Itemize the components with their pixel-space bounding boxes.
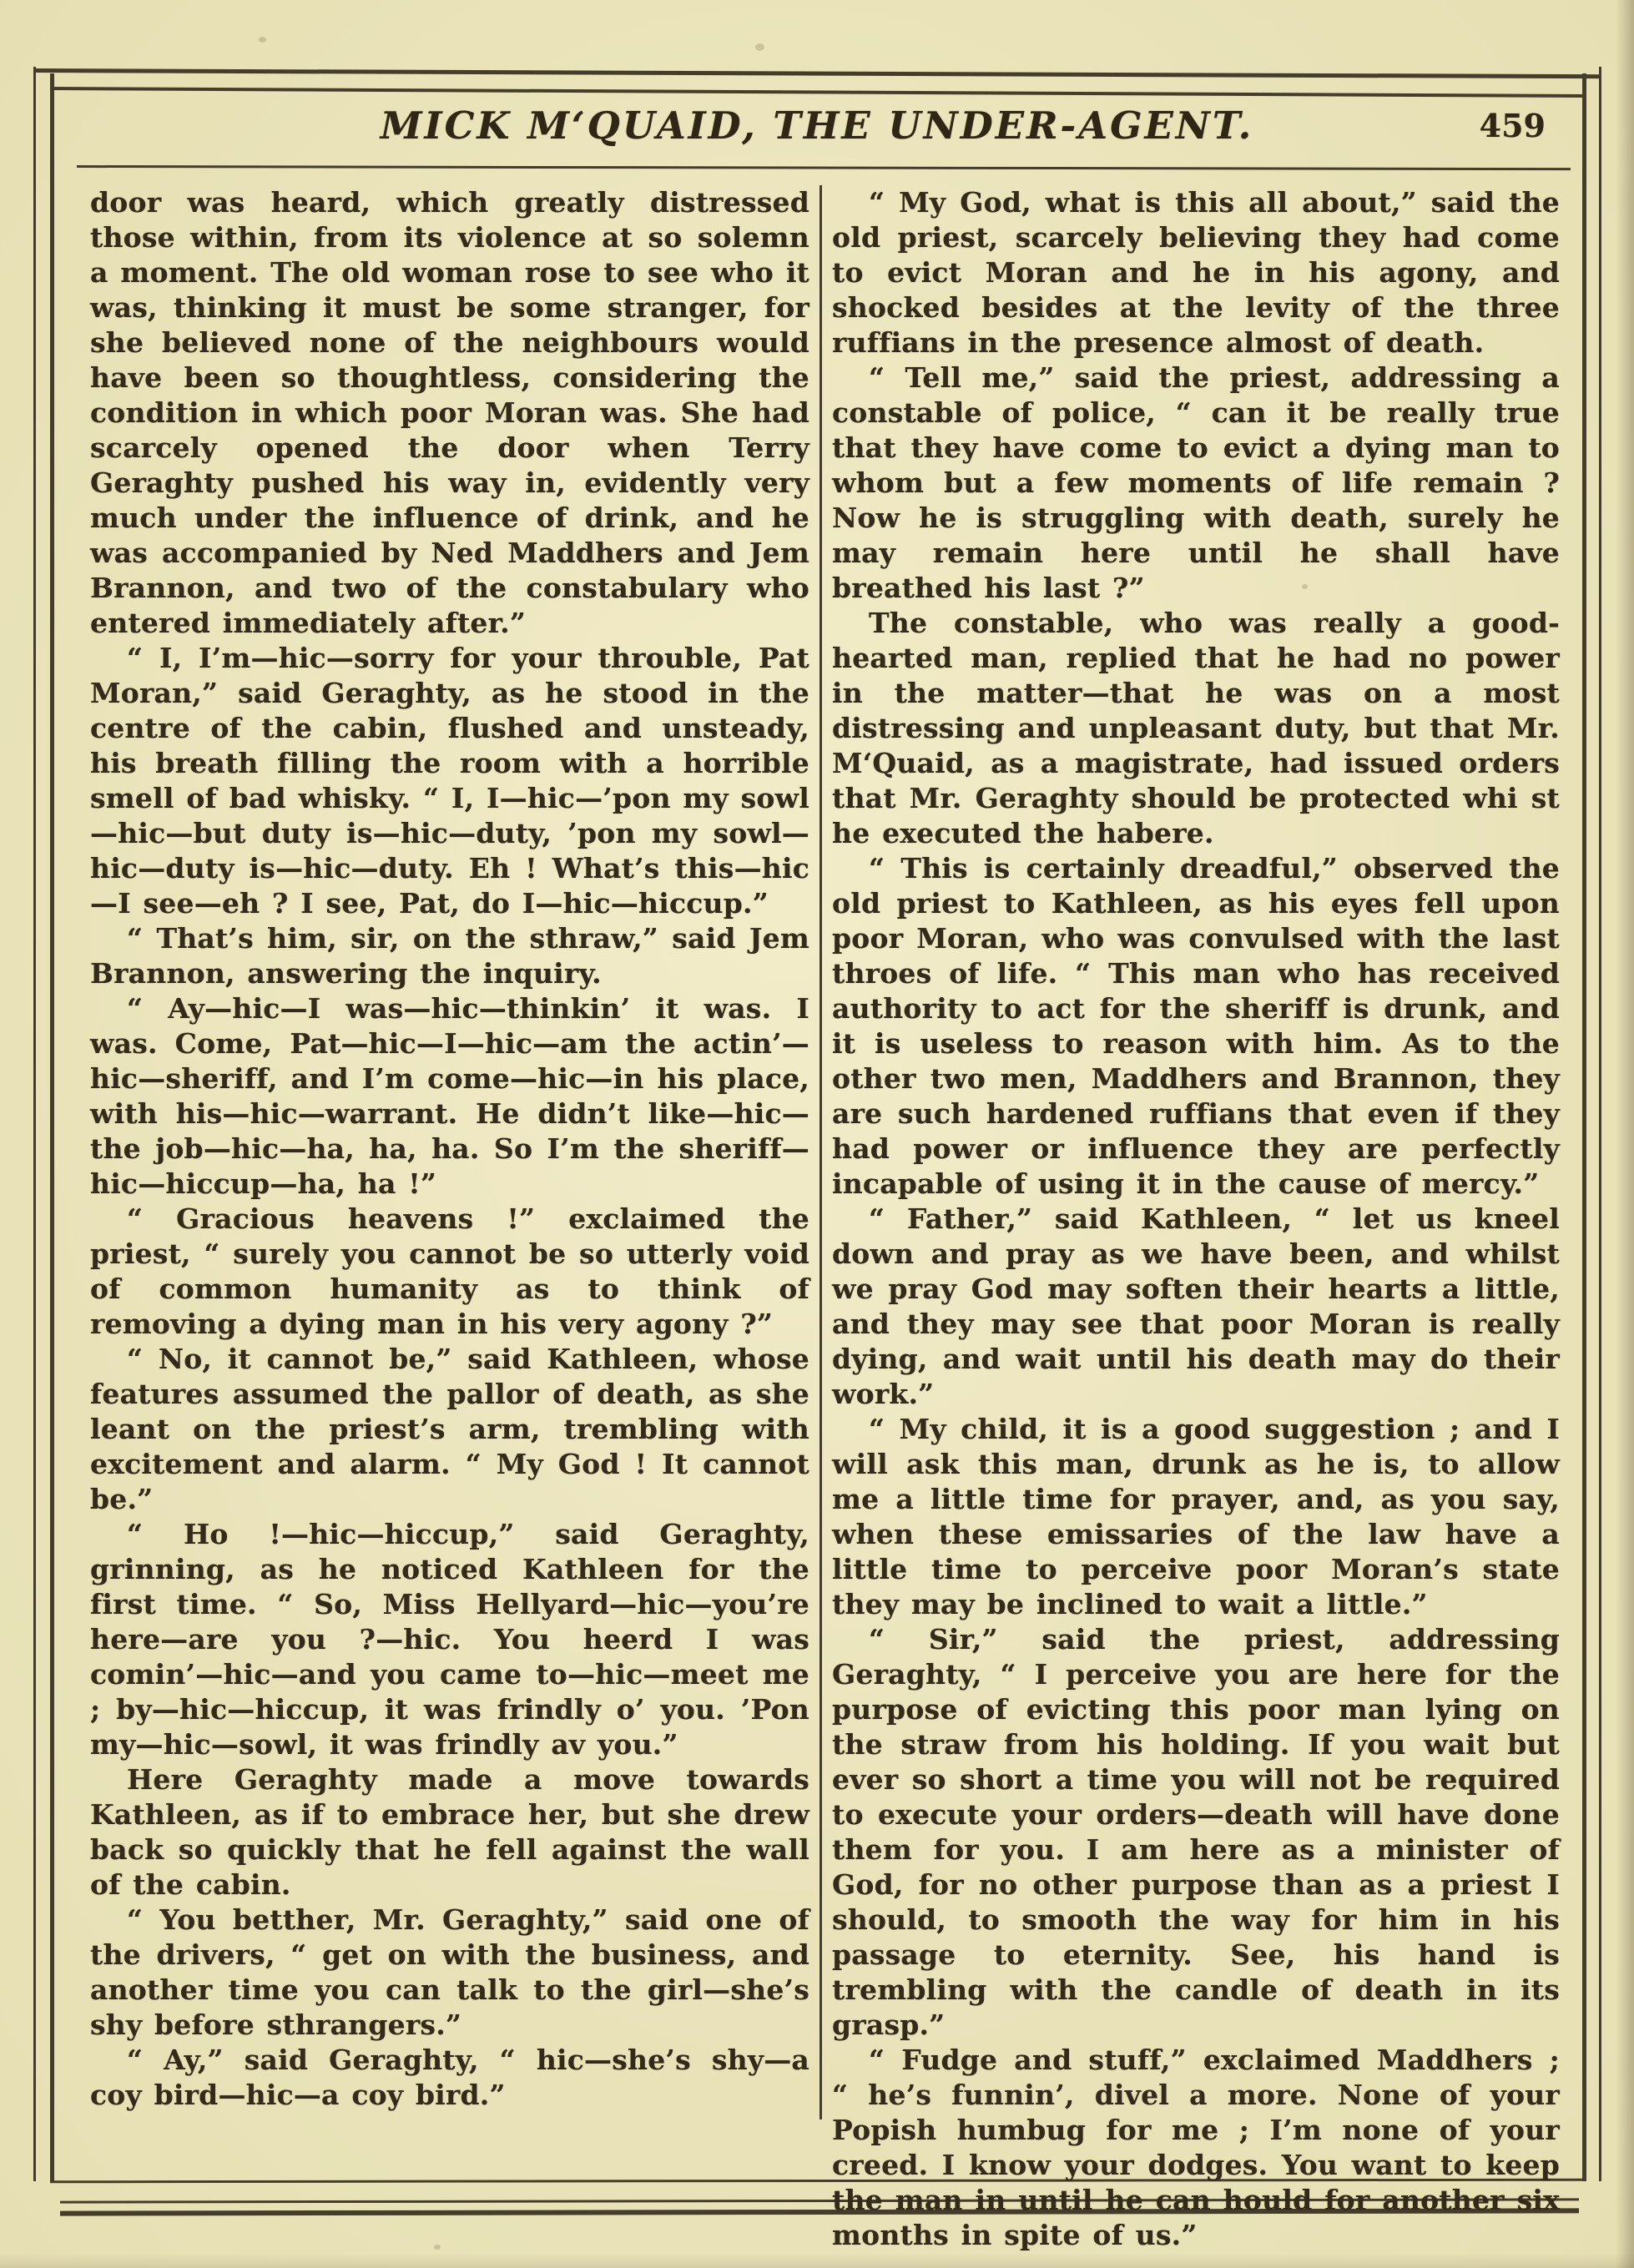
paragraph: “ I, I’m—hic—sorry for your throuble, Pat Moran,” said Geraghty, as he stood in the centre of the cabin, flushed and unsteady, his breath filling the room with a horrible smell of bad whisky. “ I, I—hic—’pon my sowl—hic—but duty is—hic—duty, ’pon my sowl—hic—duty is—hic—duty. Eh ! What’s this—hic—I see—eh ? I see, Pat, do I—hic—hiccup.”: [90, 642, 809, 920]
frame-left-inner-rule: [50, 73, 54, 2181]
paragraph: “ Tell me,” said the priest, addressing a constable of police, “ can it be really true that they have come to evict a dying man to whom but a few moments of life remain ? Now he is struggling with death, surely he may remain here until he shall have breathed his last ?”: [832, 361, 1560, 604]
frame-right-inner-rule: [1582, 73, 1586, 2181]
paragraph: “ Ay,” said Geraghty, “ hic—she’s shy—a coy bird—hic—a coy bird.”: [90, 2044, 809, 2111]
paragraph: “ Father,” said Kathleen, “ let us kneel down and pray as we have been, and whilst we pray God may soften their hearts a little, and they may see that poor Moran is really dying, and wait until his death may do their work.”: [832, 1202, 1560, 1410]
paragraph: “ Ay—hic—I was—hic—thinkin’ it was. I was. Come, Pat—hic—I—hic—am the actin’—hic—sheriff, and I’m come—hic—in his place, with his—hic—warrant. He didn’t like—hic—the job—hic—ha, ha, ha. So I’m the sheriff—hic—hiccup—ha, ha !”: [90, 992, 809, 1200]
text-column-right: [832, 185, 1560, 2253]
page-number: 459: [1479, 107, 1546, 144]
paragraph: “ My God, what is this all about,” said the old priest, scarcely believing they had come to evict Moran and he in his agony, and shocked besides at the levity of the three ruffians in the presence almost of death.: [832, 186, 1560, 359]
page-edge-shadow-right: [1616, 0, 1634, 2268]
paragraph: “ Gracious heavens !” exclaimed the priest, “ surely you cannot be so utterly void of common humanity as to think of removing a dying man in his very agony ?”: [90, 1202, 809, 1340]
paragraph: The constable, who was really a good-hearted man, replied that he had no power in the matter—that he was on a most distressing and unpleasant duty, but that Mr. M‘Quaid, as a magistrate, had issued orders that Mr. Geraghty should be protected whi st he executed the habere.: [832, 607, 1560, 849]
page-edge-shadow-bottom: [0, 2253, 1634, 2268]
frame-left-outer-rule: [33, 67, 36, 2181]
paragraph: “ Fudge and stuff,” exclaimed Maddhers ; “ he’s funnin’, divel a more. None of your Popish humbug for me ; I’m none of your creed. I know your dodges. You want to keep the man in until he can hould for another six months in spite of us.”: [832, 2044, 1560, 2251]
paragraph: “ That’s him, sir, on the sthraw,” said Jem Brannon, answering the inquiry.: [90, 922, 809, 990]
frame-right-outer-rule: [1599, 67, 1601, 2181]
paper-speck: [1302, 584, 1308, 589]
paper-speck: [755, 43, 764, 51]
paragraph: door was heard, which greatly distressed those within, from its violence at so solemn a moment. The old woman rose to see who it was, thinking it must be some stranger, for she believed none of the neighbours would have been so thoughtless, considering the condition in which poor Moran was. She had scarcely opened the door when Terry Geraghty pushed his way in, evidently very much under the influence of drink, and he was accompanied by Ned Maddhers and Jem Brannon, and two of the constabulary who entered immediately after.”: [90, 186, 809, 639]
column-divider-rule: [820, 185, 822, 2119]
running-title: MICK M‘QUAID, THE UNDER-AGENT.: [380, 103, 1254, 148]
frame-top-outer-rule: [33, 68, 1601, 78]
paragraph: “ Sir,” said the priest, addressing Geraghty, “ I perceive you are here for the purpose of evicting this poor man lying on the straw from his holding. If you wait but ever so short a time you will not be required to execute your orders—death will have done them for you. I am here as a minister of God, for no other purpose than as a priest I should, to smooth the way for him in his passage to eternity. See, his hand is trembling with the candle of death in its grasp.”: [832, 1623, 1560, 2041]
text-body: [90, 185, 1560, 2253]
paragraph: “ You betther, Mr. Geraghty,” said one of the drivers, “ get on with the business, and another time you can talk to the girl—she’s shy before sthrangers.”: [90, 1903, 809, 2041]
running-head: [100, 98, 1546, 152]
paper-speck: [259, 37, 266, 43]
paragraph: “ This is certainly dreadful,” observed the old priest to Kathleen, as his eyes fell upon poor Moran, who was convulsed with the last throes of life. “ This man who has received authority to act for the sheriff is drunk, and it is useless to reason with him. As to the other two men, Maddhers and Brannon, they are such hardened ruffians that even if they had power or influence they are perfectly incapable of using it in the cause of mercy.”: [832, 852, 1560, 1200]
paragraph: Here Geraghty made a move towards Kathleen, as if to embrace her, but she drew back so quickly that he fell against the wall of the cabin.: [90, 1763, 809, 1901]
frame-top-inner-rule: [50, 87, 1586, 98]
paragraph: “ Ho !—hic—hiccup,” said Geraghty, grinning, as he noticed Kathleen for the first time. “ So, Miss Hellyard—hic—you’re here—are you ?—hic. You heerd I was comin’—hic—and you came to—hic—meet me ; by—hic—hiccup, it was frindly o’ you. ’Pon my—hic—sowl, it was frindly av you.”: [90, 1518, 809, 1761]
header-rule: [77, 165, 1571, 170]
paper-speck: [434, 2245, 441, 2250]
paragraph: “ No, it cannot be,” said Kathleen, whose features assumed the pallor of death, as she leant on the priest’s arm, trembling with excitement and alarm. “ My God ! It cannot be.”: [90, 1343, 809, 1515]
paragraph: “ My child, it is a good suggestion ; and I will ask this man, drunk as he is, to allow me a little time for prayer, and, as you say, when these emissaries of the law have a little time to perceive poor Moran’s state they may be inclined to wait a little.”: [832, 1413, 1560, 1620]
text-column-left: [90, 185, 809, 2113]
